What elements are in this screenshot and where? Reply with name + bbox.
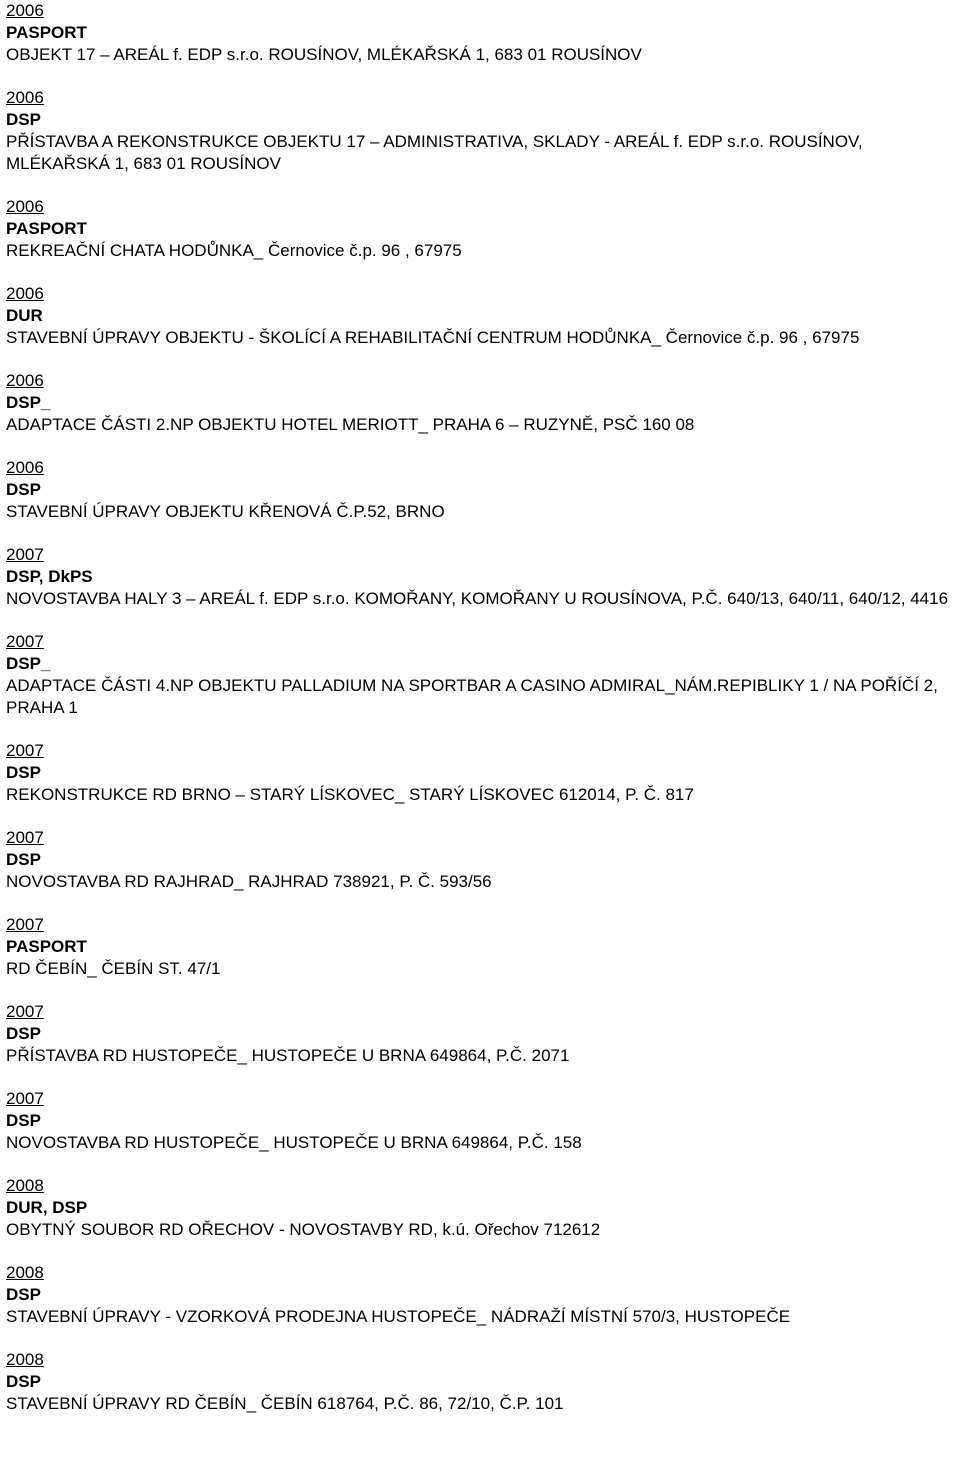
project-year: 2008 xyxy=(6,1176,44,1195)
project-type: DSP xyxy=(6,763,41,782)
project-entry xyxy=(6,914,956,980)
project-entry xyxy=(6,740,956,806)
project-year: 2008 xyxy=(6,1263,44,1282)
project-entry xyxy=(6,827,956,893)
project-type: DSP xyxy=(6,1285,41,1304)
project-list xyxy=(6,0,956,1436)
project-description: REKONSTRUKCE RD BRNO – STARÝ LÍSKOVEC_ STARÝ LÍSKOVEC 612014, P. Č. 817 xyxy=(6,785,694,804)
project-description: ADAPTACE ČÁSTI 2.NP OBJEKTU HOTEL MERIOTT_ PRAHA 6 – RUZYNĚ, PSČ 160 08 xyxy=(6,415,695,434)
project-description: OBJEKT 17 – AREÁL f. EDP s.r.o. ROUSÍNOV, MLÉKAŘSKÁ 1, 683 01 ROUSÍNOV xyxy=(6,45,642,64)
project-entry xyxy=(6,283,956,349)
project-type: DSP_ xyxy=(6,654,51,673)
project-year: 2006 xyxy=(6,1,44,20)
project-entry xyxy=(6,1001,956,1067)
project-entry xyxy=(6,631,956,719)
project-entry xyxy=(6,1175,956,1241)
project-description: NOVOSTAVBA RD RAJHRAD_ RAJHRAD 738921, P. Č. 593/56 xyxy=(6,872,492,891)
project-year: 2007 xyxy=(6,632,44,651)
project-year: 2007 xyxy=(6,915,44,934)
project-type: DUR xyxy=(6,306,43,325)
project-description: STAVEBNÍ ÚPRAVY - VZORKOVÁ PRODEJNA HUSTOPEČE_ NÁDRAŽÍ MÍSTNÍ 570/3, HUSTOPEČE xyxy=(6,1307,791,1326)
project-year: 2006 xyxy=(6,371,44,390)
project-type: PASPORT xyxy=(6,937,87,956)
project-description: NOVOSTAVBA RD HUSTOPEČE_ HUSTOPEČE U BRNA 649864, P.Č. 158 xyxy=(6,1133,582,1152)
project-year: 2007 xyxy=(6,1089,44,1108)
project-year: 2008 xyxy=(6,1350,44,1369)
project-type: DSP xyxy=(6,1024,41,1043)
project-entry xyxy=(6,1262,956,1328)
project-description: OBYTNÝ SOUBOR RD OŘECHOV - NOVOSTAVBY RD, k.ú. Ořechov 712612 xyxy=(6,1220,601,1239)
project-type: DSP xyxy=(6,850,41,869)
project-entry xyxy=(6,1349,956,1415)
project-description: STAVEBNÍ ÚPRAVY OBJEKTU - ŠKOLÍCÍ A REHABILITAČNÍ CENTRUM HODŮNKA_ Černovice č.p. 96 , 67975 xyxy=(6,328,860,347)
project-description: STAVEBNÍ ÚPRAVY RD ČEBÍN_ ČEBÍN 618764, P.Č. 86, 72/10, Č.P. 101 xyxy=(6,1394,564,1413)
project-entry xyxy=(6,196,956,262)
project-year: 2007 xyxy=(6,1002,44,1021)
project-year: 2006 xyxy=(6,458,44,477)
project-year: 2007 xyxy=(6,545,44,564)
project-type: DSP xyxy=(6,1111,41,1130)
project-entry xyxy=(6,0,956,66)
project-entry xyxy=(6,457,956,523)
project-entry xyxy=(6,1088,956,1154)
project-year: 2006 xyxy=(6,88,44,107)
project-type: PASPORT xyxy=(6,23,87,42)
project-description: PŘÍSTAVBA A REKONSTRUKCE OBJEKTU 17 – ADMINISTRATIVA, SKLADY - AREÁL f. EDP s.r.o. ROUSÍNOV, MLÉKAŘSKÁ 1, 683 01 ROUSÍNOV xyxy=(6,132,863,173)
project-description: PŘÍSTAVBA RD HUSTOPEČE_ HUSTOPEČE U BRNA 649864, P.Č. 2071 xyxy=(6,1046,570,1065)
project-type: DSP xyxy=(6,110,41,129)
project-entry xyxy=(6,370,956,436)
project-year: 2006 xyxy=(6,284,44,303)
project-entry xyxy=(6,544,956,610)
project-type: DSP xyxy=(6,1372,41,1391)
project-type: DUR, DSP xyxy=(6,1198,88,1217)
project-type: DSP, DkPS xyxy=(6,567,93,586)
project-type: DSP xyxy=(6,480,41,499)
project-year: 2006 xyxy=(6,197,44,216)
project-description: RD ČEBÍN_ ČEBÍN ST. 47/1 xyxy=(6,959,221,978)
project-type: DSP_ xyxy=(6,393,51,412)
project-year: 2007 xyxy=(6,828,44,847)
project-type: PASPORT xyxy=(6,219,87,238)
project-description: NOVOSTAVBA HALY 3 – AREÁL f. EDP s.r.o. KOMOŘANY, KOMOŘANY U ROUSÍNOVA, P.Č. 640/13, 640/11, 640/12, 4416 xyxy=(6,589,949,608)
project-entry xyxy=(6,87,956,175)
project-description: STAVEBNÍ ÚPRAVY OBJEKTU KŘENOVÁ Č.P.52, BRNO xyxy=(6,502,445,521)
project-description: ADAPTACE ČÁSTI 4.NP OBJEKTU PALLADIUM NA SPORTBAR A CASINO ADMIRAL_NÁM.REPIBLIKY 1 / NA POŘÍČÍ 2, PRAHA 1 xyxy=(6,676,938,717)
project-description: REKREAČNÍ CHATA HODŮNKA_ Černovice č.p. 96 , 67975 xyxy=(6,241,462,260)
project-year: 2007 xyxy=(6,741,44,760)
